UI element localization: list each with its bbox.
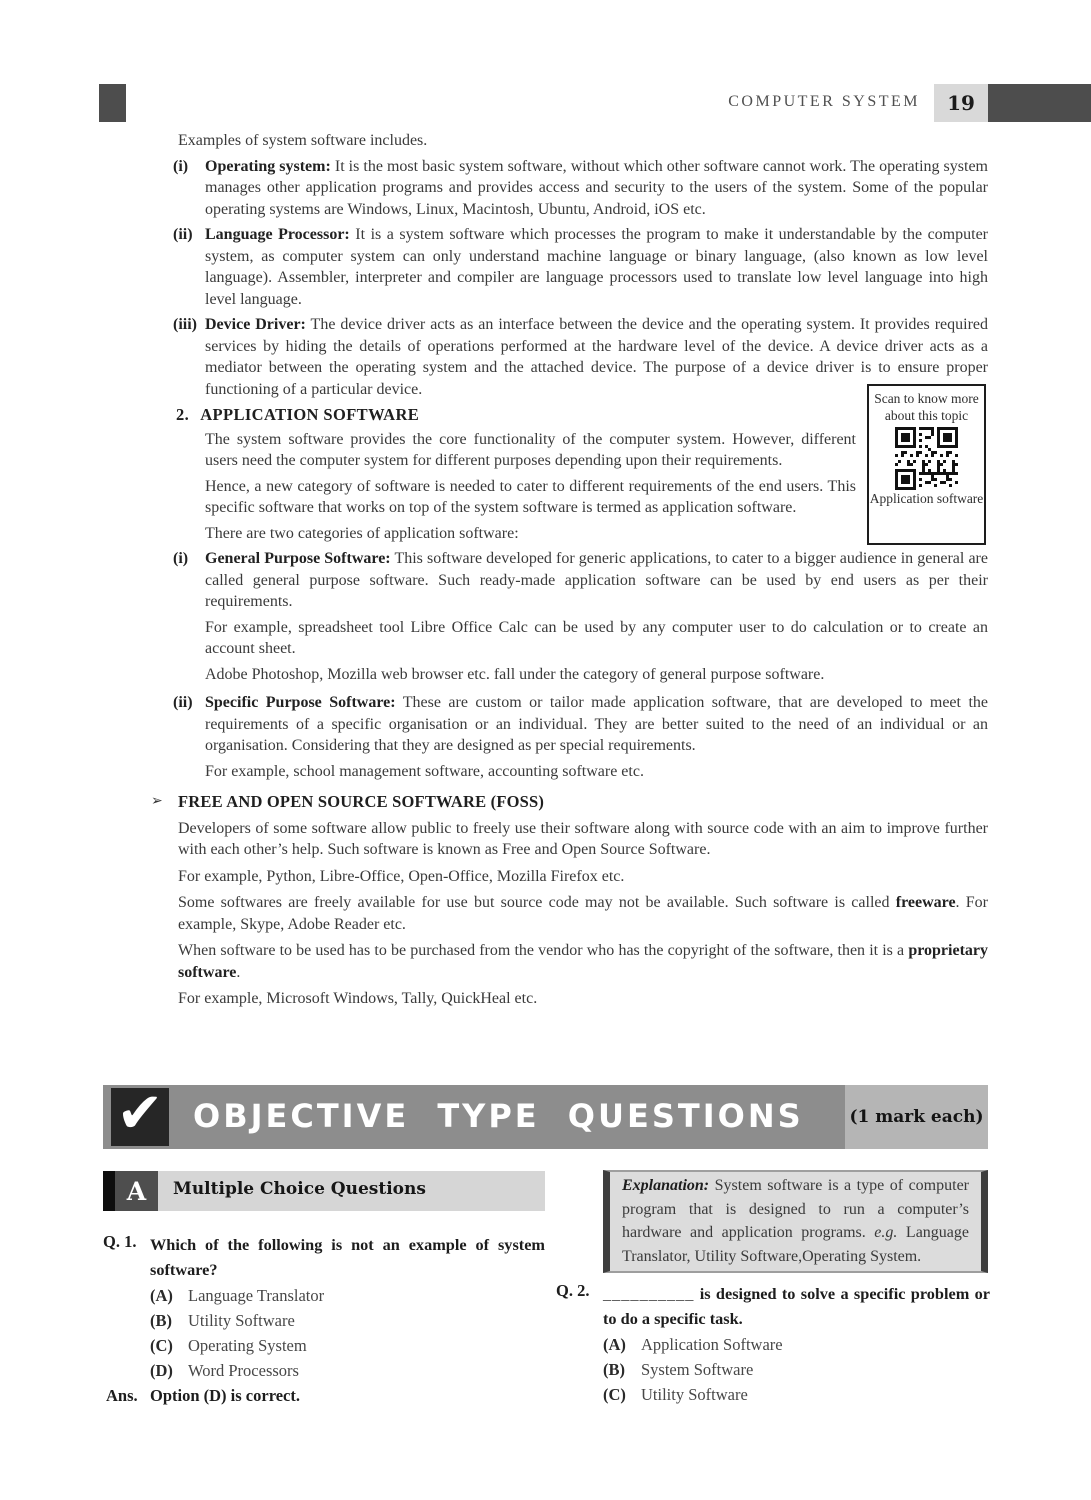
- answer-row: [103, 1383, 545, 1408]
- question-text: Which of the following is not an example of system software?: [150, 1235, 545, 1279]
- section-letter-badge: A: [115, 1171, 158, 1211]
- foss-heading-text: FREE AND OPEN SOURCE SOFTWARE (FOSS): [178, 792, 545, 811]
- question-1: [103, 1232, 545, 1383]
- option-row: [603, 1332, 990, 1357]
- list-item-device-driver: [103, 314, 988, 400]
- paragraph: For example, Microsoft Windows, Tally, QuickHeal etc.: [178, 990, 538, 1007]
- list-marker: (i): [173, 550, 189, 567]
- option-text: Utility Software: [188, 1311, 295, 1330]
- paragraph: [178, 940, 988, 983]
- page-body: [103, 126, 988, 1015]
- list-marker: (ii): [173, 694, 193, 711]
- list-item-language-processor: [103, 224, 988, 310]
- application-software-section: [103, 391, 988, 782]
- question-text: [603, 1281, 990, 1331]
- bold-term-proprietary: proprietary software: [178, 942, 988, 981]
- question-2-options: [603, 1332, 990, 1407]
- option-key: (B): [603, 1360, 625, 1379]
- option-key: (A): [603, 1335, 626, 1354]
- item-text: It is a system software which processes the program to make it understandable by the computer system, as computer system can only understand machine language or binary language, (also known as low level language). Assembler, interpreter and compiler are language processors used to translate low level language into high level language.: [205, 226, 989, 308]
- bold-term-freeware: freeware: [895, 894, 956, 911]
- option-row: [150, 1308, 545, 1333]
- explanation-label: Explanation:: [622, 1177, 710, 1194]
- qr-caption-bottom: Application software: [869, 491, 984, 506]
- example-paragraph: For example, spreadsheet tool Libre Office Calc can be used by any computer user to do calculation or to create an account sheet.: [205, 618, 988, 657]
- paragraph: The system software provides the core functionality of the computer system. However, different users need the computer system for different purposes depending upon their requirements.: [205, 430, 856, 469]
- chapter-title: COMPUTER SYSTEM: [728, 93, 920, 110]
- section-title: APPLICATION SOFTWARE: [200, 405, 420, 424]
- mcq-section-title: Multiple Choice Questions: [173, 1179, 426, 1199]
- paragraph: There are two categories of application software:: [205, 524, 519, 542]
- example-paragraph: For example, school management software, accounting software etc.: [205, 762, 644, 780]
- term-label: Device Driver:: [205, 316, 306, 333]
- item-text: The device driver acts as an interface between the device and the operating system. It provides required services by hiding the details of operations performed at the hardware level of the device. A device driver acts as a mediator between the operating system and the attached device. The purpose of a device driver is to ensure proper functioning of a particular device.: [205, 316, 988, 398]
- term-label: General Purpose Software:: [205, 550, 391, 567]
- option-key: (C): [150, 1336, 173, 1355]
- objective-questions-banner: [103, 1081, 988, 1149]
- section-number: 2.: [176, 405, 190, 424]
- arrow-bullet-icon: ➢: [151, 793, 163, 809]
- fill-blank: __________: [603, 1284, 695, 1303]
- explanation-text: System software is a type of computer program that is designed to run a computer’s hardware and application programs.: [622, 1177, 969, 1241]
- list-marker: (ii): [173, 226, 193, 243]
- option-row: [150, 1283, 545, 1308]
- header-strip-decoration: [103, 1171, 115, 1211]
- banner-marks-label: (1 mark each): [845, 1085, 988, 1149]
- mcq-left-column: [103, 1171, 545, 1408]
- eg-abbrev: e.g.: [874, 1224, 898, 1241]
- question-number: Q. 2.: [556, 1281, 590, 1300]
- option-key: (D): [150, 1361, 173, 1380]
- option-key: (B): [150, 1311, 172, 1330]
- item-text: These are custom or tailor made application software, that are developed to meet the requirements of a specific organisation or an individual. They are better suited to the need of an individual or an organisation. Considering that they are designed as per special requirements.: [205, 694, 988, 754]
- checkmark-icon: ✔: [116, 1081, 164, 1146]
- question-text-bold: is designed to solve a specific problem or to do a specific task.: [603, 1284, 990, 1328]
- paragraph: Hence, a new category of software is needed to cater to different requirements of the end users. This specific software that works on top of the system software is termed as application software.: [205, 477, 856, 516]
- option-key: (C): [603, 1385, 626, 1404]
- list-marker: (iii): [173, 316, 197, 333]
- mcq-section-header: [103, 1171, 545, 1211]
- list-item-operating-system: [103, 156, 988, 221]
- option-text: Word Processors: [188, 1361, 299, 1380]
- question-2: [556, 1281, 990, 1407]
- list-item-specific-purpose: [103, 692, 988, 757]
- text-segment: . For example, Skype, Adobe Reader etc.: [178, 894, 989, 933]
- paragraph: Developers of some software allow public to freely use their software along with source code with an aim to improve further with each other’s help. Such software is known as Free and Open Source Software.: [178, 819, 988, 858]
- list-marker: (i): [173, 157, 189, 175]
- option-key: (A): [150, 1286, 173, 1305]
- mcq-right-column: [556, 1170, 990, 1407]
- term-label: Operating system:: [205, 157, 331, 175]
- option-row: [150, 1358, 545, 1383]
- qr-code: [895, 427, 958, 490]
- checkmark-badge: [111, 1081, 169, 1146]
- page-number: 19: [934, 84, 988, 122]
- item-text: This software developed for generic applications, to cater to a bigger audience in general are called general purpose software. Such ready-made application software can be used by end users as per their requirements.: [205, 550, 988, 610]
- paragraph: [178, 892, 988, 935]
- text-segment: When software to be used has to be purchased from the vendor who has the copyright of the software, then it is a: [178, 942, 909, 959]
- foss-section: [103, 791, 988, 1010]
- paragraph: For example, Python, Libre-Office, Open-Office, Mozilla Firefox etc.: [178, 867, 625, 885]
- list-item-general-purpose: [103, 548, 988, 613]
- answer-label: Ans.: [106, 1386, 138, 1405]
- qr-scan-box: [867, 384, 986, 545]
- option-row: [150, 1333, 545, 1358]
- text-segment: Some softwares are freely available for use but source code may not be available. Such software is called: [178, 894, 896, 911]
- option-text: Application Software: [641, 1335, 783, 1354]
- header-bar-decoration: [988, 84, 1091, 122]
- option-text: Utility Software: [641, 1385, 748, 1404]
- question-number: Q. 1.: [103, 1232, 137, 1251]
- example-paragraph: Adobe Photoshop, Mozilla web browser etc. fall under the category of general purpose software.: [205, 665, 825, 683]
- option-text: Operating System: [188, 1336, 307, 1355]
- item-text: It is the most basic system software, without which other software cannot work. The operating system manages other application programs and provides access and security to the users of the system. Some of the popular operating systems are Windows, Linux, Macintosh, Ubuntu, Android, iOS etc.: [205, 157, 989, 218]
- option-row: [603, 1382, 990, 1407]
- foss-heading: [103, 791, 988, 813]
- corner-decoration-block: [99, 84, 126, 122]
- banner-title: OBJECTIVE TYPE QUESTIONS: [193, 1097, 804, 1135]
- question-1-options: [150, 1283, 545, 1383]
- qr-caption-top: Scan to know more about this topic: [874, 391, 979, 423]
- term-label: Specific Purpose Software:: [205, 694, 396, 711]
- option-text: Language Translator: [188, 1286, 325, 1305]
- text-segment: .: [236, 963, 241, 981]
- option-row: [603, 1357, 990, 1382]
- term-label: Language Processor:: [205, 226, 350, 243]
- explanation-text: Language Translator, Utility Software,Operating System.: [622, 1224, 970, 1265]
- explanation-box: [603, 1170, 988, 1273]
- answer-text: Option (D) is correct.: [150, 1386, 300, 1405]
- option-text: System Software: [641, 1360, 754, 1379]
- intro-text: Examples of system software includes.: [178, 132, 428, 149]
